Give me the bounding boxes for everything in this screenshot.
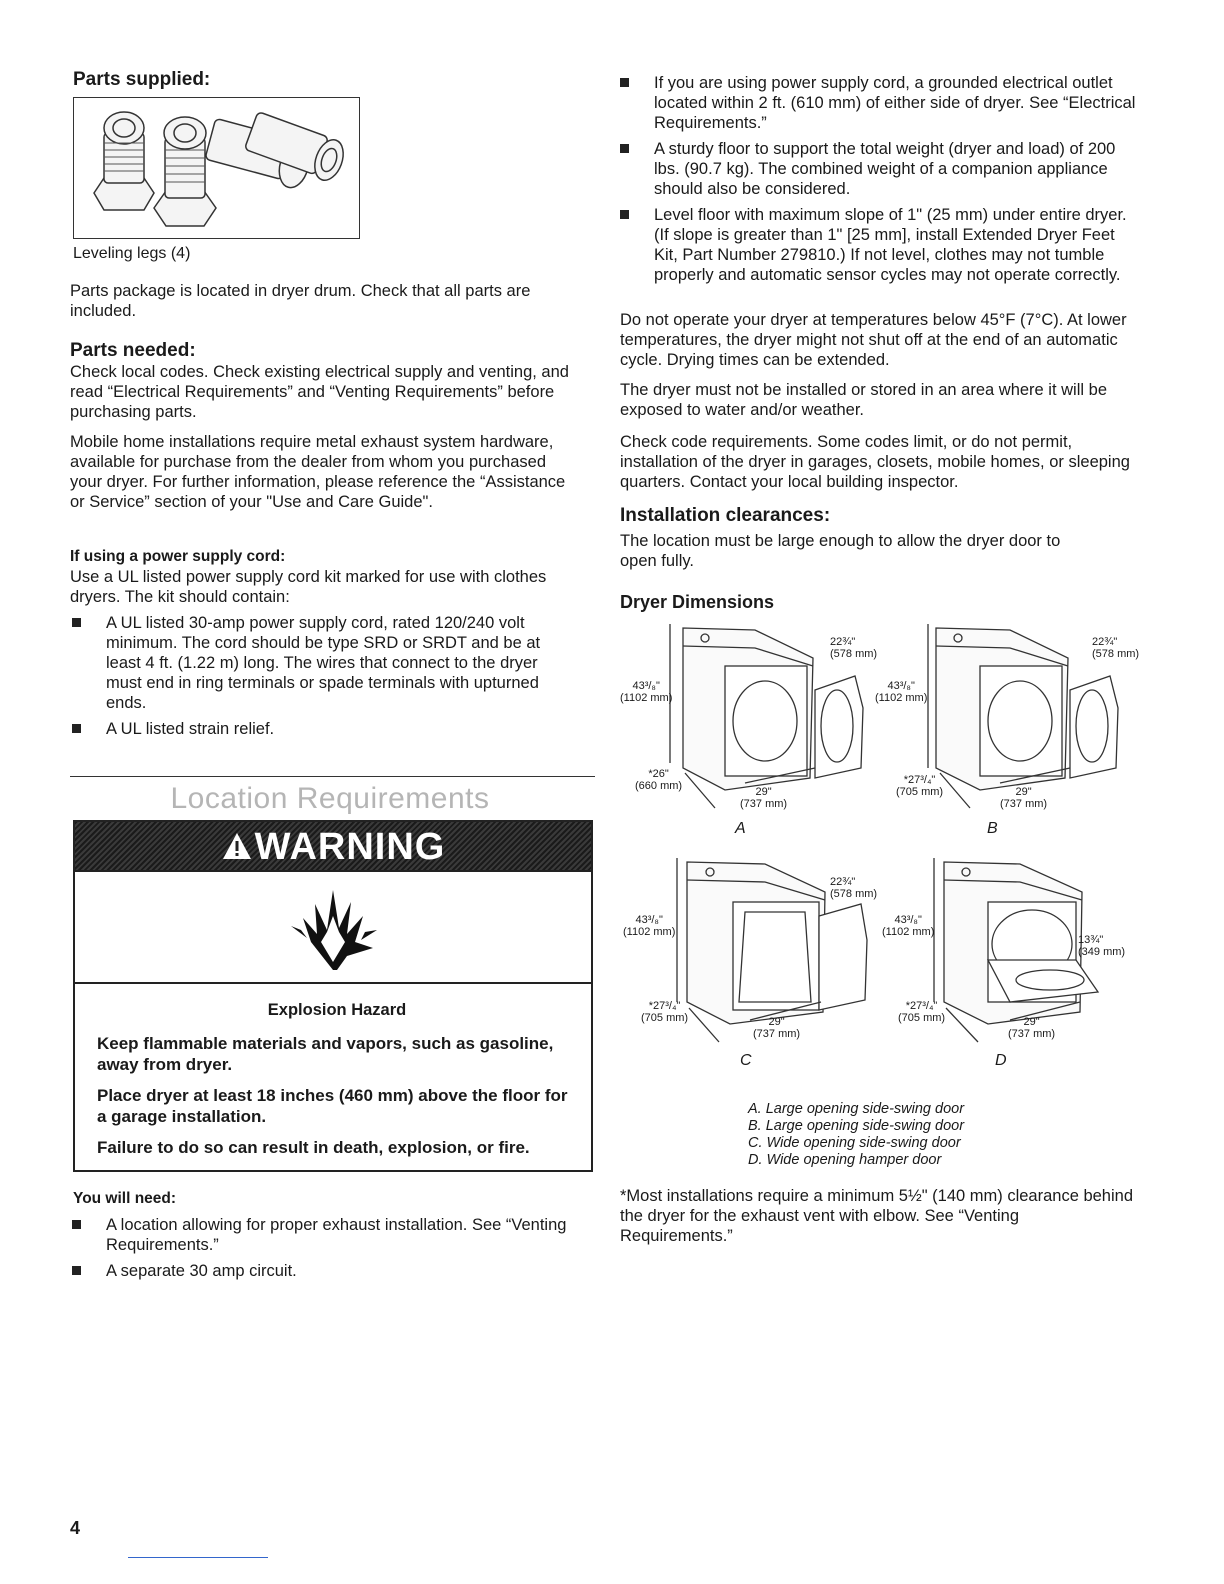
dim-width: 29" xyxy=(768,1016,785,1028)
dim-height-mm: (1102 mm) xyxy=(882,926,935,938)
location-requirements-title: Location Requirements xyxy=(170,782,490,815)
dim-depth: *26" xyxy=(648,768,669,780)
warning-divider xyxy=(75,982,591,984)
dim-top-mm: (578 mm) xyxy=(830,888,878,900)
dim-top: 22¾" xyxy=(830,876,856,888)
square-bullet-icon xyxy=(620,78,629,87)
warning-text-block xyxy=(97,1000,577,1168)
power-cord-text: Use a UL listed power supply cord kit marked for use with clothes dryers. The kit should contain: xyxy=(70,568,547,606)
dim-depth: *27³/₄" xyxy=(905,1000,938,1012)
explosion-icon xyxy=(75,872,591,982)
dim-height: 43³/₈" xyxy=(632,680,660,692)
dryer-dimensions-heading: Dryer Dimensions xyxy=(620,592,775,612)
square-bullet-icon xyxy=(72,1266,81,1275)
mobile-home-text: Mobile home installations require metal exhaust system hardware, available for purchase from the dealer from whom you purchased your dryer. For further information, please reference the “Assistance or Service” section of your "Use and Care Guide". xyxy=(70,433,566,511)
figure-a xyxy=(615,618,885,818)
dim-width: 29" xyxy=(1023,1016,1040,1028)
dim-depth-mm: (705 mm) xyxy=(641,1012,689,1024)
dim-height-mm: (1102 mm) xyxy=(623,926,676,938)
dim-height-mm: (1102 mm) xyxy=(620,692,673,704)
dim-height: 43³/₈" xyxy=(894,914,922,926)
you-will-need-list xyxy=(70,1215,570,1287)
dim-depth-mm: (705 mm) xyxy=(898,1012,946,1024)
square-bullet-icon xyxy=(72,1220,81,1229)
figure-captions xyxy=(748,1101,1068,1169)
dim-side-mm: (349 mm) xyxy=(1078,946,1126,958)
parts-supplied-heading: Parts supplied: xyxy=(73,69,211,90)
parts-package-text: Parts package is located in dryer drum. Check that all parts are included. xyxy=(70,282,531,320)
temperature-text: Do not operate your dryer at temperatures below 45°F (7°C). At lower temperatures, the dryer might not shut off at the end of an automatic cycle. Drying times can be extended. xyxy=(620,311,1127,369)
leveling-legs-caption: Leveling legs (4) xyxy=(73,245,191,262)
list-item: If you are using power supply cord, a grounded electrical outlet located within 2 ft. (610 mm) of either side of dryer. See “Electrical Requirements.” xyxy=(618,73,1138,133)
dim-top-mm: (578 mm) xyxy=(830,648,878,660)
list-item: A location allowing for proper exhaust installation. See “Venting Requirements.” xyxy=(70,1215,570,1255)
leveling-legs-icon xyxy=(74,98,359,238)
requirements-bullet-list xyxy=(618,73,1138,291)
figure-a-label: A xyxy=(735,820,746,837)
explosion-hazard-title: Explosion Hazard xyxy=(267,1001,407,1019)
dim-width-mm: (737 mm) xyxy=(1008,1028,1056,1040)
list-item: A UL listed strain relief. xyxy=(70,719,570,739)
footer-line xyxy=(128,1557,268,1558)
power-cord-bullet-list xyxy=(70,613,570,745)
you-will-need-heading: You will need: xyxy=(73,1190,177,1207)
dim-top: 22¾" xyxy=(830,636,856,648)
dim-height-mm: (1102 mm) xyxy=(875,692,928,704)
dim-height: 43³/₈" xyxy=(635,914,663,926)
list-item: A separate 30 amp circuit. xyxy=(70,1261,570,1281)
dim-top-mm: (578 mm) xyxy=(1092,648,1140,660)
section-divider xyxy=(70,776,595,777)
clearance-footnote: *Most installations require a minimum 5½" (140 mm) clearance behind the dryer for the exhaust vent with elbow. See “Venting Requirements.” xyxy=(620,1187,1133,1245)
dim-depth: *27³/₄" xyxy=(903,774,936,786)
dim-width-mm: (737 mm) xyxy=(740,798,788,810)
warning-line: Failure to do so can result in death, explosion, or fire. xyxy=(97,1138,530,1157)
square-bullet-icon xyxy=(72,618,81,627)
figure-c-label: C xyxy=(740,1052,752,1069)
dim-top: 22¾" xyxy=(1092,636,1118,648)
figure-d xyxy=(870,852,1140,1052)
figure-c xyxy=(615,852,885,1052)
warning-line: Keep flammable materials and vapors, such as gasoline, away from dryer. xyxy=(97,1034,554,1074)
power-cord-heading: If using a power supply cord: xyxy=(70,548,286,565)
dim-width-mm: (737 mm) xyxy=(753,1028,801,1040)
list-item: A UL listed 30-amp power supply cord, rated 120/240 volt minimum. The cord should be type SRD or SRDT and be at least 4 ft. (1.22 m) long. The wires that connect to the dryer must end in ring terminals or spade terminals with upturned ends. xyxy=(70,613,570,713)
dim-height: 43³/₈" xyxy=(887,680,915,692)
warning-box xyxy=(73,820,593,1172)
square-bullet-icon xyxy=(620,144,629,153)
list-item: A sturdy floor to support the total weight (dryer and load) of 200 lbs. (90.7 kg). The combined weight of a companion appliance should also be considered. xyxy=(618,139,1138,199)
caption-line: B. Large opening side-swing door xyxy=(748,1118,965,1134)
dim-side: 13¾" xyxy=(1078,934,1104,946)
warning-banner xyxy=(75,822,591,870)
square-bullet-icon xyxy=(72,724,81,733)
warning-triangle-icon xyxy=(221,824,253,874)
dim-depth-mm: (660 mm) xyxy=(635,780,683,792)
dim-width-mm: (737 mm) xyxy=(1000,798,1048,810)
installation-clearances-text: The location must be large enough to allow the dryer door to open fully. xyxy=(620,532,1061,570)
parts-needed-text: Check local codes. Check existing electrical supply and venting, and read “Electrical Requirements” and “Venting Requirements” before purchasing parts. xyxy=(70,363,569,421)
caption-line: A. Large opening side-swing door xyxy=(748,1101,965,1117)
warning-banner-text: WARNING xyxy=(254,826,446,868)
dim-width: 29" xyxy=(1015,786,1032,798)
installation-clearances-heading: Installation clearances: xyxy=(620,505,831,526)
dim-depth: *27³/₄" xyxy=(648,1000,681,1012)
warning-line: Place dryer at least 18 inches (460 mm) above the floor for a garage installation. xyxy=(97,1086,568,1126)
figure-b-label: B xyxy=(987,820,998,837)
square-bullet-icon xyxy=(620,210,629,219)
explosion-icon-area xyxy=(75,872,591,982)
page-number: 4 xyxy=(70,1518,81,1538)
water-text: The dryer must not be installed or stored in an area where it will be exposed to water and/or weather. xyxy=(620,381,1107,419)
dim-width: 29" xyxy=(755,786,772,798)
leveling-legs-figure xyxy=(73,97,360,239)
figure-b xyxy=(870,618,1140,818)
caption-line: D. Wide opening hamper door xyxy=(748,1152,942,1168)
figure-d-label: D xyxy=(995,1052,1007,1069)
caption-line: C. Wide opening side-swing door xyxy=(748,1135,961,1151)
code-text: Check code requirements. Some codes limit, or do not permit, installation of the dryer in garages, closets, mobile homes, or sleeping quarters. Contact your local building inspector. xyxy=(620,433,1130,491)
list-item: Level floor with maximum slope of 1" (25 mm) under entire dryer. (If slope is greater than 1" [25 mm], install Extended Dryer Feet Kit, Part Number 279810.) If not level, clothes may not tumble properly and automatic sensor cycles may not operate correctly. xyxy=(618,205,1138,285)
dim-depth-mm: (705 mm) xyxy=(896,786,944,798)
parts-needed-heading: Parts needed: xyxy=(70,340,196,361)
